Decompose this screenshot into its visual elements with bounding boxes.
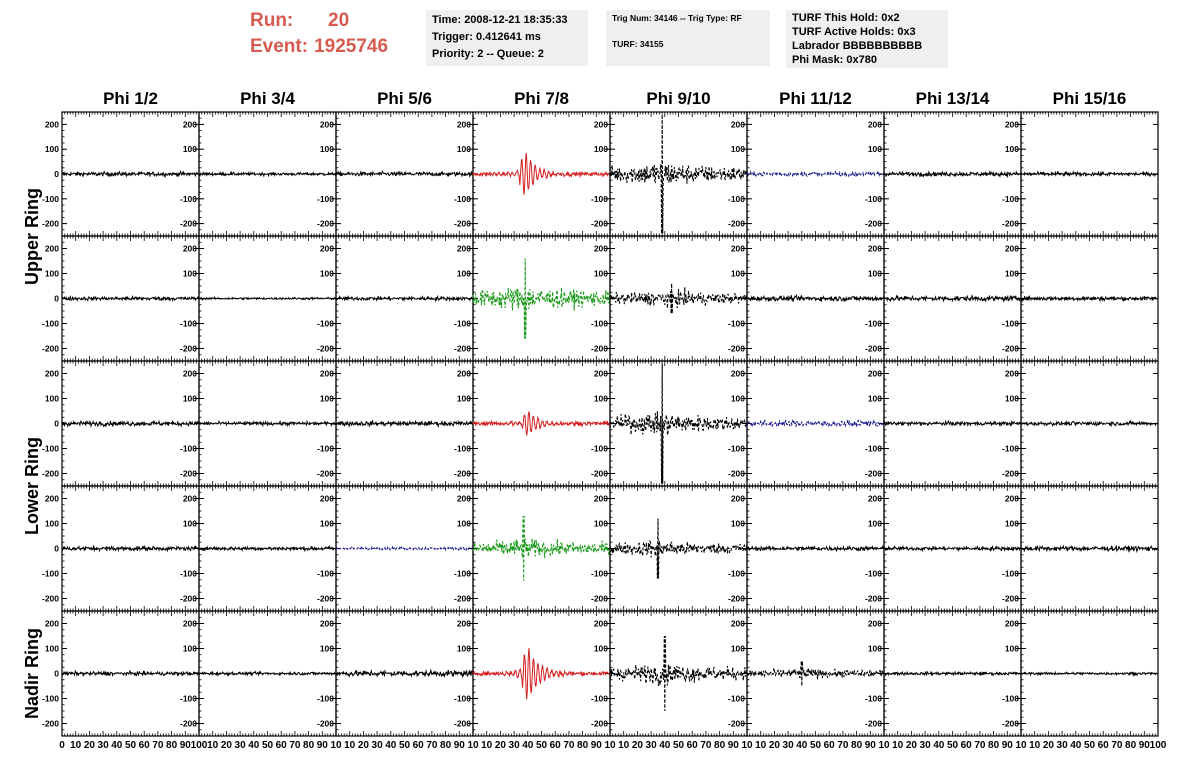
y-tick-label: -200 [727, 218, 745, 229]
y-tick-label: -200 [316, 718, 334, 729]
y-tick-label: -100 [590, 193, 608, 204]
y-tick-label: 200 [867, 119, 882, 130]
panel-r2-c5 [591, 236, 747, 361]
y-tick-label: 200 [730, 368, 745, 379]
panel-r3-c5 [591, 361, 747, 486]
y-tick-label: -100 [41, 193, 59, 204]
waveform-trace [1021, 171, 1158, 176]
y-tick-label: -200 [453, 468, 471, 479]
priority-line: Priority: 2 -- Queue: 2 [432, 48, 544, 60]
y-tick-label: -200 [864, 468, 882, 479]
y-tick-label: -100 [41, 318, 59, 329]
y-tick-label: 100 [593, 393, 608, 404]
y-tick-label: 200 [44, 618, 59, 629]
y-tick-label: 200 [867, 368, 882, 379]
y-tick-label: -200 [41, 343, 59, 354]
waveform-trace [884, 421, 1021, 426]
y-tick-label: -200 [864, 218, 882, 229]
y-tick-label: -200 [1001, 218, 1019, 229]
y-tick-label: 200 [867, 493, 882, 504]
y-tick-label: 200 [593, 368, 608, 379]
y-tick-label: -100 [41, 443, 59, 454]
y-tick-label: 100 [319, 518, 334, 529]
phi-mask-line: Phi Mask: 0x780 [792, 54, 877, 66]
panel-r5-c5 [591, 611, 747, 736]
waveform-trace [473, 153, 610, 195]
y-tick-label: 100 [730, 268, 745, 279]
waveform-trace [336, 670, 473, 676]
panel-r3-c1 [42, 361, 199, 486]
y-tick-label: 200 [593, 243, 608, 254]
y-tick-label: -100 [41, 693, 59, 704]
y-tick-label: -100 [179, 193, 197, 204]
trigger-line: Trigger: 0.412641 ms [432, 31, 541, 43]
y-tick-label: -100 [316, 693, 334, 704]
row-header-upper-ring: Upper Ring [22, 188, 42, 285]
waveform-trace [473, 648, 610, 699]
waveform-trace [199, 172, 336, 176]
panel-r1-c7 [865, 112, 1021, 236]
y-tick-label: 100 [867, 518, 882, 529]
y-tick-label: -100 [453, 693, 471, 704]
y-tick-label: -200 [590, 218, 608, 229]
y-tick-label: -100 [590, 443, 608, 454]
y-tick-label: 100 [182, 643, 197, 654]
y-tick-label: 0 [54, 293, 59, 304]
y-tick-label: 200 [730, 243, 745, 254]
y-tick-label: -200 [1001, 343, 1019, 354]
y-tick-label: 200 [1004, 368, 1019, 379]
y-tick-label: -100 [1001, 443, 1019, 454]
y-tick-label: -100 [179, 693, 197, 704]
y-tick-label: 100 [593, 144, 608, 155]
y-tick-label: 100 [593, 268, 608, 279]
y-tick-label: -100 [590, 318, 608, 329]
y-tick-label: -100 [41, 568, 59, 579]
y-tick-label: 100 [867, 144, 882, 155]
waveform-trace [62, 671, 199, 676]
column-header-7: Phi 13/14 [915, 89, 990, 108]
y-tick-label: 200 [182, 618, 197, 629]
y-tick-label: 100 [44, 268, 59, 279]
run-label: Run: [250, 10, 294, 31]
waveform-trace [747, 420, 884, 427]
y-tick-label: -100 [316, 318, 334, 329]
y-tick-label: 200 [456, 493, 471, 504]
y-tick-label: 200 [456, 618, 471, 629]
panel-r5-c4 [454, 611, 610, 736]
run-value: 20 [328, 10, 350, 31]
waveform-trace [884, 546, 1021, 550]
waveform-trace [747, 546, 884, 551]
y-tick-label: -100 [590, 693, 608, 704]
y-tick-label: 100 [730, 518, 745, 529]
y-tick-label: 0 [54, 668, 59, 679]
panel-r3-c7 [865, 361, 1021, 486]
y-tick-label: 200 [44, 368, 59, 379]
panel-r3-c8 [1002, 361, 1158, 486]
y-tick-label: 100 [182, 518, 197, 529]
y-tick-label: 0 [54, 169, 59, 179]
y-tick-label: -100 [453, 568, 471, 579]
y-tick-label: -100 [727, 193, 745, 204]
waveform-trace [610, 115, 747, 234]
y-tick-label: -200 [727, 468, 745, 479]
panel-r4-c3 [317, 486, 473, 611]
y-tick-label: -100 [1001, 193, 1019, 204]
waveform-trace [610, 364, 747, 484]
panel-r4-c6 [728, 486, 884, 611]
trig-num-line: Trig Num: 34146 -- Trig Type: RF [612, 13, 742, 23]
y-tick-label: 100 [593, 643, 608, 654]
y-tick-label: 100 [456, 268, 471, 279]
waveform-trace [473, 412, 610, 436]
y-tick-label: -200 [41, 718, 59, 729]
panel-r1-c3 [317, 112, 473, 236]
y-tick-label: -100 [727, 318, 745, 329]
y-tick-label: 200 [44, 493, 59, 504]
waveform-trace [62, 172, 199, 177]
y-tick-label: -200 [727, 343, 745, 354]
y-tick-label: -200 [41, 593, 59, 604]
y-tick-label: -200 [316, 218, 334, 229]
y-tick-label: -200 [590, 593, 608, 604]
y-tick-label: 0 [54, 418, 59, 429]
y-tick-label: -100 [1001, 318, 1019, 329]
turf-line: TURF: 34155 [612, 39, 664, 49]
y-tick-label: -100 [864, 318, 882, 329]
waveform-trace [336, 172, 473, 177]
waveform-trace [1021, 421, 1158, 426]
y-tick-label: -200 [179, 593, 197, 604]
column-header-4: Phi 7/8 [514, 89, 569, 108]
column-header-8: Phi 15/16 [1052, 89, 1127, 108]
y-tick-label: 100 [319, 393, 334, 404]
y-tick-label: 100 [1004, 393, 1019, 404]
waveform-trace [336, 547, 473, 550]
waveform-trace [199, 546, 336, 551]
column-header-3: Phi 5/6 [377, 89, 432, 108]
y-tick-label: -100 [316, 568, 334, 579]
y-tick-label: 100 [44, 518, 59, 529]
y-tick-label: -200 [453, 593, 471, 604]
panel-r3-c3 [317, 361, 473, 486]
y-tick-label: 200 [593, 493, 608, 504]
y-tick-label: 100 [730, 144, 745, 155]
panel-r1-c4 [454, 112, 610, 236]
y-tick-label: 100 [867, 393, 882, 404]
waveform-trace [199, 672, 336, 676]
event-label: Event: [250, 36, 309, 57]
y-tick-label: 100 [1004, 268, 1019, 279]
y-tick-label: 200 [456, 368, 471, 379]
y-tick-label: -200 [316, 593, 334, 604]
y-tick-label: 200 [319, 119, 334, 130]
y-tick-label: 100 [44, 393, 59, 404]
y-tick-label: -200 [41, 218, 59, 229]
y-tick-label: 200 [593, 618, 608, 629]
panel-r1-c6 [728, 112, 884, 236]
y-tick-label: 100 [44, 144, 59, 155]
panel-r1-c8 [1002, 112, 1158, 236]
panel-r2-c6 [728, 236, 884, 361]
y-tick-label: -200 [453, 718, 471, 729]
panel-r1-c2 [180, 112, 336, 236]
y-tick-label: -200 [41, 468, 59, 479]
panel-r1-c1 [42, 112, 199, 236]
waveform-trace [336, 421, 473, 427]
y-tick-label: -100 [179, 318, 197, 329]
waveform-trace [62, 421, 199, 426]
panel-r5-c3 [317, 611, 473, 736]
waveform-trace [199, 421, 336, 425]
y-tick-label: -200 [727, 593, 745, 604]
y-tick-label: 200 [593, 119, 608, 130]
y-tick-label: 200 [44, 243, 59, 254]
column-header-6: Phi 11/12 [779, 89, 852, 108]
y-tick-label: 100 [182, 144, 197, 155]
y-tick-label: 200 [182, 368, 197, 379]
y-tick-label: 100 [182, 268, 197, 279]
y-tick-label: -100 [1001, 568, 1019, 579]
y-tick-label: 200 [1004, 243, 1019, 254]
y-tick-label: -100 [864, 193, 882, 204]
y-tick-label: -100 [179, 443, 197, 454]
y-tick-label: 100 [456, 393, 471, 404]
y-tick-label: 0 [54, 543, 59, 554]
waveform-trace [336, 296, 473, 300]
waveform-trace [610, 519, 747, 579]
y-tick-label: 100 [456, 518, 471, 529]
y-tick-label: -200 [179, 218, 197, 229]
turf-hold-line: TURF This Hold: 0x2 [792, 12, 900, 24]
y-tick-label: -200 [179, 343, 197, 354]
y-tick-label: -100 [590, 568, 608, 579]
y-tick-label: -200 [453, 343, 471, 354]
y-tick-label: 100 [1004, 518, 1019, 529]
waveform-trace [199, 297, 336, 300]
y-tick-label: 200 [182, 119, 197, 130]
column-header-2: Phi 3/4 [240, 89, 295, 108]
panel-r5-c2 [180, 611, 336, 736]
y-tick-label: 200 [44, 119, 59, 130]
y-tick-label: 200 [319, 243, 334, 254]
row-header-nadir-ring: Nadir Ring [22, 627, 42, 720]
waveform-trace [473, 259, 610, 339]
waveform-trace [747, 171, 884, 177]
y-tick-label: 100 [730, 393, 745, 404]
y-tick-label: -200 [864, 593, 882, 604]
y-tick-label: 200 [730, 493, 745, 504]
waveform-trace [1021, 546, 1158, 553]
y-tick-label: 200 [456, 243, 471, 254]
panel-r4-c4 [454, 486, 610, 611]
y-tick-label: 200 [1004, 119, 1019, 130]
y-tick-label: 100 [44, 643, 59, 654]
y-tick-label: -100 [864, 443, 882, 454]
panel-r3-c4 [454, 361, 610, 486]
panel-r2-c8 [1002, 236, 1158, 361]
y-tick-label: 100 [319, 144, 334, 155]
panel-r2-c3 [317, 236, 473, 361]
y-tick-label: -200 [1001, 593, 1019, 604]
panel-r4-c2 [180, 486, 336, 611]
y-tick-label: 200 [1004, 493, 1019, 504]
y-tick-label: -100 [453, 443, 471, 454]
y-tick-label: 200 [730, 119, 745, 130]
y-tick-label: -200 [590, 468, 608, 479]
panel-r3-c2 [180, 361, 336, 486]
y-tick-label: -100 [316, 193, 334, 204]
waveform-trace [884, 296, 1021, 302]
row-header-lower-ring: Lower Ring [22, 437, 42, 535]
y-tick-label: 200 [456, 119, 471, 130]
y-tick-label: -200 [453, 218, 471, 229]
y-tick-label: 100 [456, 643, 471, 654]
panel-r2-c7 [865, 236, 1021, 361]
panel-r5-c1 [42, 611, 199, 736]
panel-r2-c2 [180, 236, 336, 361]
waveform-trace [1021, 296, 1158, 301]
column-header-1: Phi 1/2 [103, 89, 158, 108]
y-tick-label: 200 [319, 493, 334, 504]
y-tick-label: 200 [319, 368, 334, 379]
y-tick-label: -100 [453, 318, 471, 329]
y-tick-label: -200 [316, 468, 334, 479]
y-tick-label: 200 [182, 493, 197, 504]
y-tick-label: 200 [319, 618, 334, 629]
y-tick-label: 100 [182, 393, 197, 404]
waveform-trace [473, 516, 610, 581]
y-tick-label: -200 [590, 718, 608, 729]
y-tick-label: -100 [727, 443, 745, 454]
y-tick-label: -200 [316, 343, 334, 354]
y-tick-label: -100 [453, 193, 471, 204]
y-tick-label: 100 [456, 144, 471, 155]
panel-r4-c5 [591, 486, 747, 611]
panel-r4-c8 [1002, 486, 1158, 611]
column-header-5: Phi 9/10 [646, 89, 711, 108]
panel-r4-c7 [865, 486, 1021, 611]
y-tick-label: -100 [727, 568, 745, 579]
y-tick-label: 100 [593, 518, 608, 529]
y-tick-label: -200 [1001, 468, 1019, 479]
panel-r1-c5 [591, 112, 747, 236]
y-tick-label: -100 [179, 568, 197, 579]
labrador-line: Labrador BBBBBBBBBB [792, 40, 923, 52]
waveform-trace [62, 546, 199, 551]
y-tick-label: 100 [319, 268, 334, 279]
time-line: Time: 2008-12-21 18:35:33 [432, 14, 568, 26]
panel-r2-c4 [454, 236, 610, 361]
y-tick-label: 200 [182, 243, 197, 254]
y-tick-label: 100 [319, 643, 334, 654]
y-tick-label: -200 [179, 718, 197, 729]
y-tick-label: -200 [864, 343, 882, 354]
y-tick-label: -100 [864, 568, 882, 579]
y-tick-label: -200 [590, 343, 608, 354]
waveform-trace [747, 295, 884, 302]
y-tick-label: -100 [316, 443, 334, 454]
waveform-trace [610, 284, 747, 314]
panel-r4-c1 [42, 486, 199, 611]
waveform-trace [884, 172, 1021, 177]
panel-r2-c1 [42, 236, 199, 361]
panel-r3-c6 [728, 361, 884, 486]
y-tick-label: 200 [867, 243, 882, 254]
y-tick-label: 100 [1004, 144, 1019, 155]
waveform-trace [62, 297, 199, 301]
y-tick-label: 100 [867, 268, 882, 279]
turf-active-line: TURF Active Holds: 0x3 [792, 26, 916, 38]
y-tick-label: -200 [179, 468, 197, 479]
event-value: 1925746 [314, 36, 389, 57]
